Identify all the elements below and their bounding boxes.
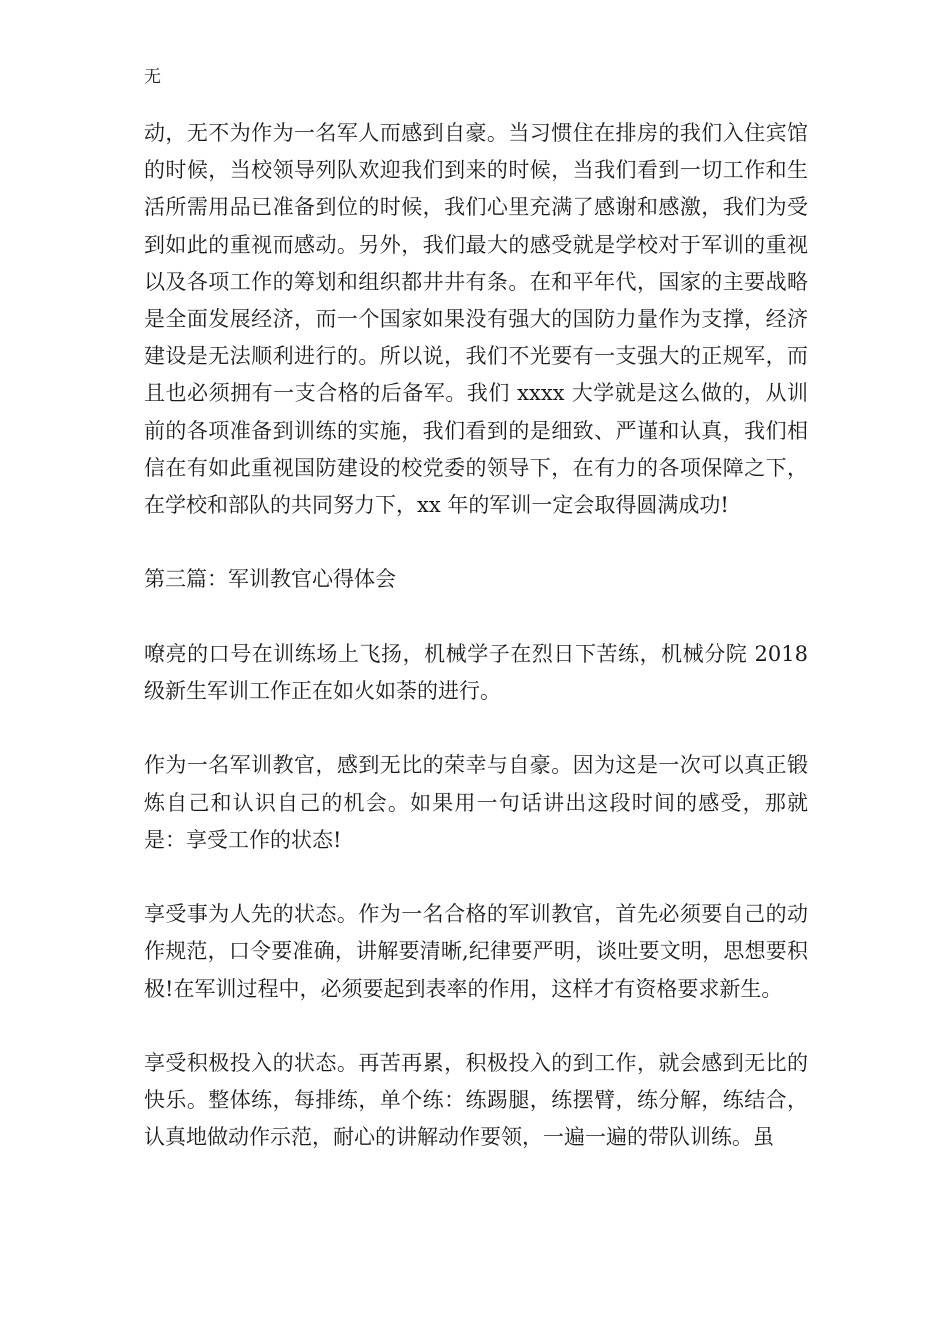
paragraph: 享受积极投入的状态。再苦再累，积极投入的到工作，就会感到无比的快乐。整体练，每排练，单个练：练踢腿，练摆臂，练分解，练结合，认真地做动作示范，耐心的讲解动作要领，一遍一遍的带队训练。虽 (144, 1051, 808, 1150)
paragraph: 嘹亮的口号在训练场上飞扬，机械学子在烈日下苦练，机械分院 2018 级新生军训工作正在如火如荼的进行。 (144, 641, 808, 704)
paragraph: 享受事为人先的状态。作为一名合格的军训教官，首先必须要自己的动作规范，口令要准确，讲解要清晰,纪律要严明，谈吐要文明，思想要积极!在军训过程中，必须要起到表率的作用，这样才有资格要求新生。 (144, 902, 808, 1001)
document-body (144, 115, 808, 1157)
paragraph-gap (144, 859, 808, 896)
section-heading: 第三篇：军训教官心得体会 (144, 567, 396, 592)
paragraph: 作为一名军训教官，感到无比的荣幸与自豪。因为这是一次可以真正锻炼自己和认识自己的机会。如果用一句话讲出这段时间的感受，那就是：享受工作的状态! (144, 753, 808, 852)
paragraph-gap (144, 599, 808, 636)
paragraph-intro: 动，无不为作为一名军人而感到自豪。当习惯住在排房的我们入住宾馆的时候，当校领导列队欢迎我们到来的时候，当我们看到一切工作和生活所需用品已准备到位的时候，我们心里充满了感谢和感激，我们为受到如此的重视而感动。另外，我们最大的感受就是学校对于军训的重视以及各项工作的筹划和组织都井井有条。在和平年代，国家的主要战略是全面发展经济，而一个国家如果没有强大的国防力量作为支撑，经济建设是无法顺利进行的。所以说，我们不光要有一支强大的正规军，而且也必须拥有一支合格的后备军。我们 xxxx 大学就是这么做的，从训前的各项准备到训练的实施，我们看到的是细致、严谨和认真，我们相信在有如此重视国防建设的校党委的领导下，在有力的各项保障之下，在学校和部队的共同努力下，xx 年的军训一定会取得圆满成功! (144, 121, 808, 518)
page-header: 无 (144, 67, 161, 87)
paragraph-gap (144, 1008, 808, 1045)
paragraph-gap (144, 524, 808, 561)
paragraph-gap (144, 710, 808, 747)
